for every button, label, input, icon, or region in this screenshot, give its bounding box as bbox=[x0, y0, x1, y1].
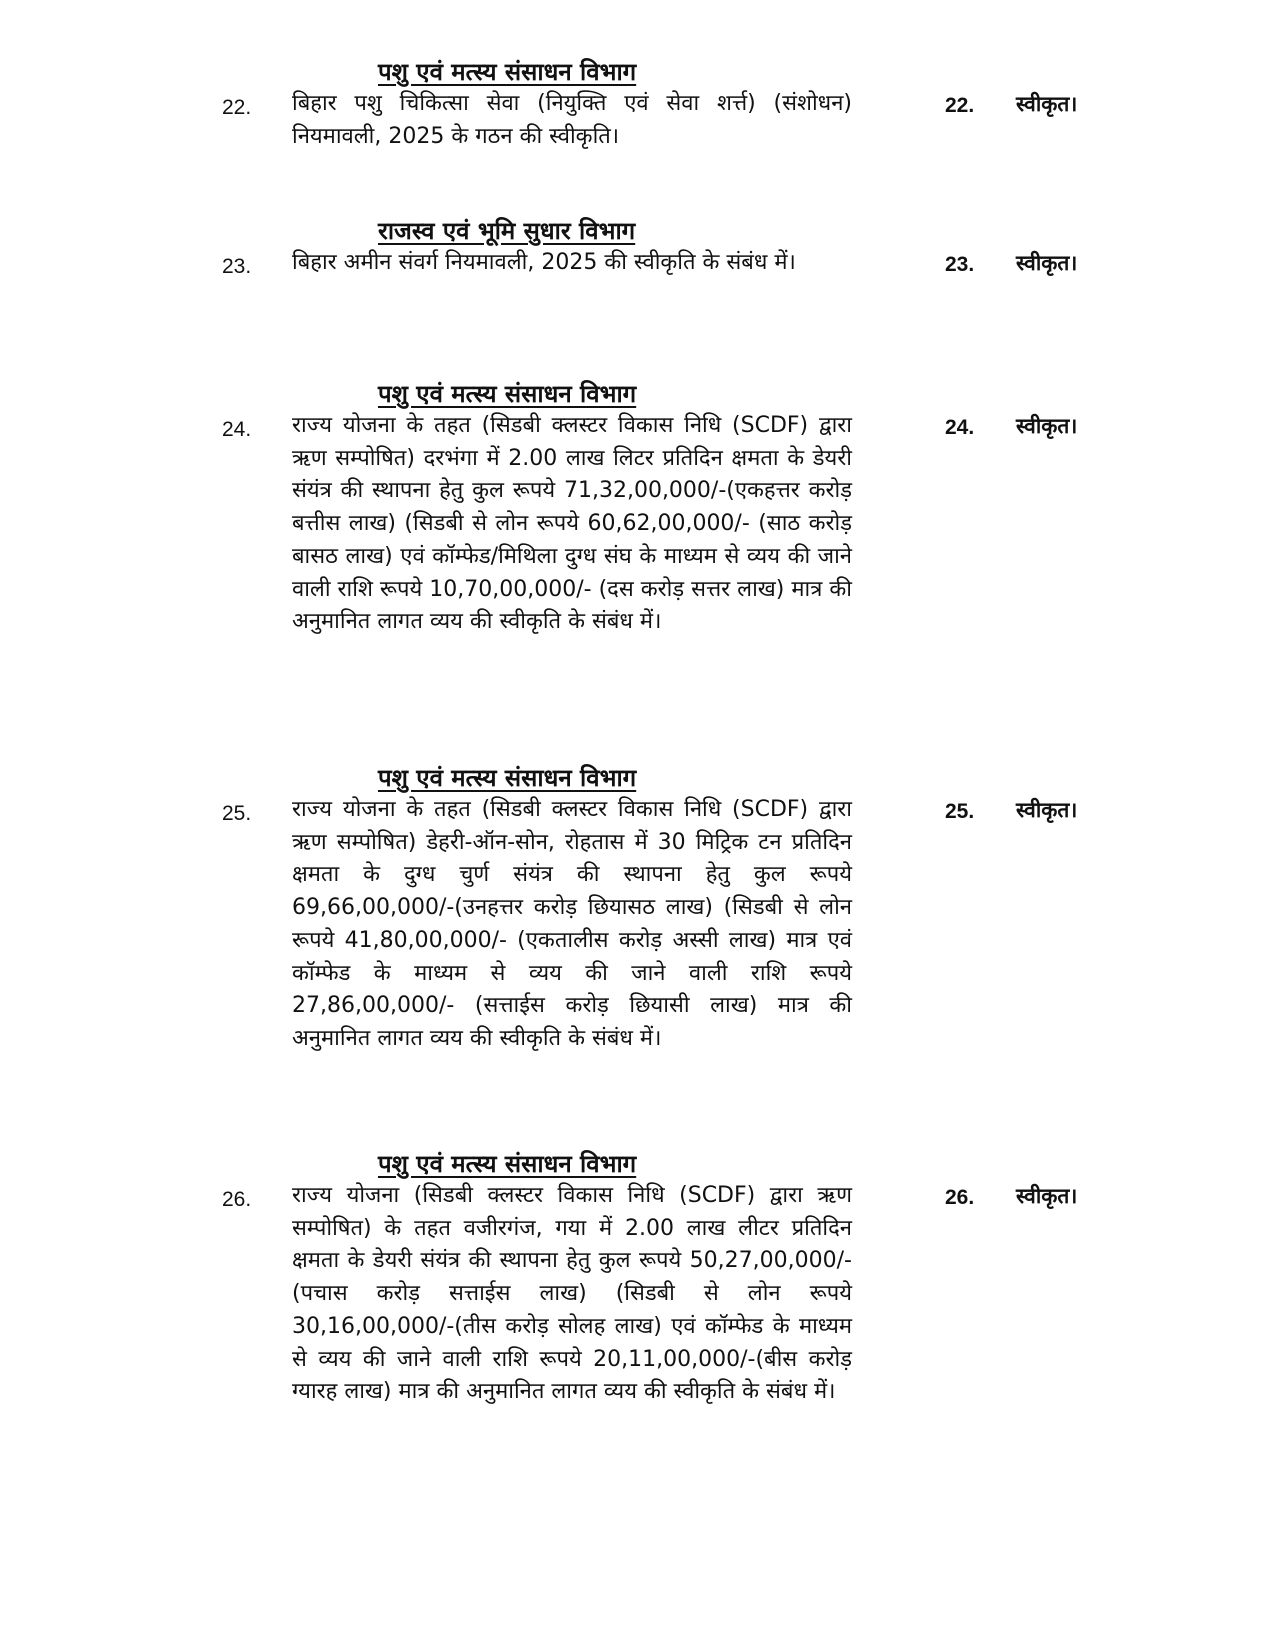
decision-status: स्वीकृत। bbox=[1016, 251, 1078, 275]
decision-number: 25. bbox=[945, 800, 975, 823]
decision-status: स्वीकृत। bbox=[1016, 798, 1078, 822]
item-number: 23. bbox=[222, 255, 252, 278]
department-heading: पशु एवं मत्स्य संसाधन विभाग bbox=[378, 1150, 637, 1178]
item-number: 22. bbox=[222, 96, 252, 119]
item-number: 25. bbox=[222, 802, 252, 825]
decision-number: 26. bbox=[945, 1186, 975, 1209]
decision-number: 24. bbox=[945, 416, 975, 439]
department-heading: पशु एवं मत्स्य संसाधन विभाग bbox=[378, 764, 637, 792]
item-description: राज्य योजना (सिडबी क्लस्टर विकास निधि (SCDF) द्वारा ऋण सम्पोषित) के तहत वजीरगंज, गया में 2.00 लाख लीटर प्रतिदिन क्षमता के डेयरी संयंत्र की स्थापना हेतु कुल रूपये 50,27,00,000/-(पचास करोड़ सत्ताईस लाख) (सिडबी से लोन रूपये 30,16,00,000/-(तीस करोड़ सोलह लाख) एवं कॉम्फेड के माध्यम से व्यय की जाने वाली राशि रूपये 20,11,00,000/-(बीस करोड़ ग्यारह लाख) मात्र की अनुमानित लागत व्यय की स्वीकृति के संबंध में। bbox=[292, 1183, 852, 1405]
department-heading: पशु एवं मत्स्य संसाधन विभाग bbox=[378, 380, 637, 408]
decision-status: स्वीकृत। bbox=[1016, 92, 1078, 116]
decision-status: स्वीकृत। bbox=[1016, 414, 1078, 438]
item-description: राज्य योजना के तहत (सिडबी क्लस्टर विकास निधि (SCDF) द्वारा ऋण सम्पोषित) डेहरी-ऑन-सोन, रोहतास में 30 मिट्रिक टन प्रतिदिन क्षमता के दुग्ध चुर्ण संयंत्र की स्थापना हेतु कुल रूपये 69,66,00,000/-(उनहत्तर करोड़ छियासठ लाख) (सिडबी से लोन रूपये 41,80,00,000/- (एकतालीस करोड़ अस्सी लाख) मात्र एवं कॉम्फेड के माध्यम से व्यय की जाने वाली राशि रूपये 27,86,00,000/- (सत्ताईस करोड़ छियासी लाख) मात्र की अनुमानित लागत व्यय की स्वीकृति के संबंध में। bbox=[292, 797, 852, 1051]
decision-status: स्वीकृत। bbox=[1016, 1184, 1078, 1208]
decision-number: 22. bbox=[945, 94, 975, 117]
item-description: बिहार अमीन संवर्ग नियमावली, 2025 की स्वीकृति के संबंध में। bbox=[292, 250, 796, 275]
item-description: राज्य योजना के तहत (सिडबी क्लस्टर विकास निधि (SCDF) द्वारा ऋण सम्पोषित) दरभंगा में 2.00 लाख लिटर प्रतिदिन क्षमता के डेयरी संयंत्र की स्थापना हेतु कुल रूपये 71,32,00,000/-(एकहत्तर करोड़ बत्तीस लाख) (सिडबी से लोन रूपये 60,62,00,000/- (साठ करोड़ बासठ लाख) एवं कॉम्फेड/मिथिला दुग्ध संघ के माध्यम से व्यय की जाने वाली राशि रूपये 10,70,00,000/- (दस करोड़ सत्तर लाख) मात्र की अनुमानित लागत व्यय की स्वीकृति के संबंध में। bbox=[292, 413, 852, 635]
item-description: बिहार पशु चिकित्सा सेवा (नियुक्ति एवं सेवा शर्त्त) (संशोधन) नियमावली, 2025 के गठन की स्वीकृति। bbox=[292, 91, 852, 149]
department-heading: राजस्व एवं भूमि सुधार विभाग bbox=[378, 217, 636, 245]
item-number: 26. bbox=[222, 1188, 252, 1211]
decision-number: 23. bbox=[945, 253, 975, 276]
department-heading: पशु एवं मत्स्य संसाधन विभाग bbox=[378, 58, 637, 86]
item-number: 24. bbox=[222, 418, 252, 441]
